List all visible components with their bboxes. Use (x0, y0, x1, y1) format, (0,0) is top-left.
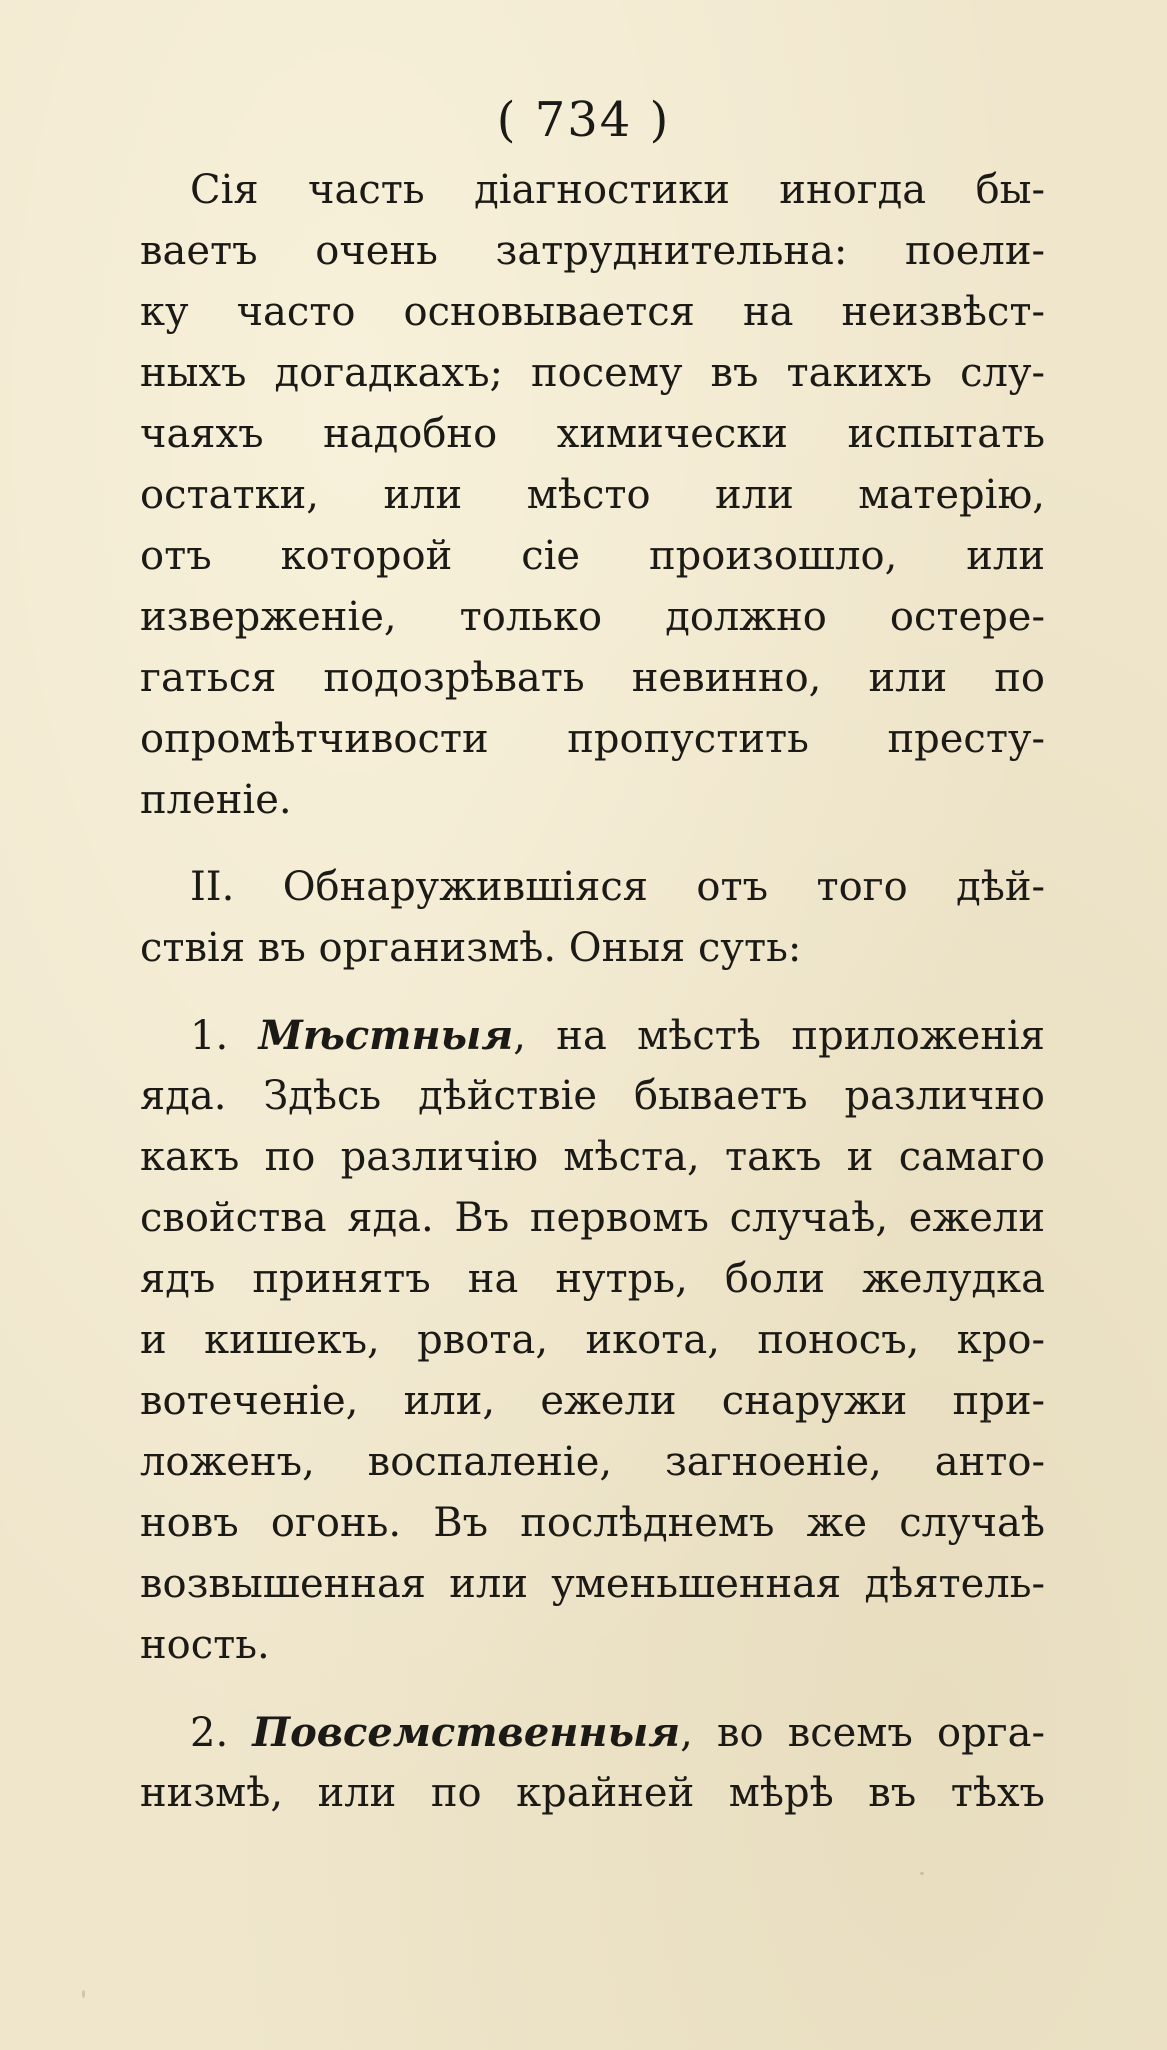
text-line: ность. (140, 1622, 270, 1668)
emphasis-term: Повсемственныя (252, 1709, 681, 1756)
list-number: 1. (190, 1013, 229, 1059)
section-heading-line: ствія въ организмѣ. Оныя суть: (140, 925, 802, 971)
text-fragment: , на мѣстѣ приложенія (513, 1013, 1045, 1059)
text-line: изверженіе, только должно остере- (140, 594, 1045, 640)
paper-speck (82, 1990, 85, 1998)
text-line: ку часто основывается на неизвѣст- (140, 289, 1045, 335)
text-line: возвышенная или уменьшенная дѣятель- (140, 1561, 1045, 1607)
text-line: отъ которой сіе произошло, или (140, 533, 1045, 579)
text-line: остатки, или мѣсто или матерію, (140, 472, 1045, 518)
list-number: 2. (190, 1710, 229, 1756)
text-line: чаяхъ надобно химически испытать (140, 411, 1045, 457)
text-line: новъ огонь. Въ послѣднемъ же случаѣ (140, 1500, 1045, 1546)
paper-speck (920, 1872, 924, 1875)
text-line (140, 1005, 1045, 1066)
text-line: какъ по различію мѣста, такъ и самаго (140, 1134, 1045, 1180)
paragraph-local-effects (140, 1005, 1045, 1676)
text-line: свойства яда. Въ первомъ случаѣ, ежели (140, 1195, 1045, 1241)
text-body (140, 160, 1045, 1824)
text-line: яда. Здѣсь дѣйствіе бываетъ различно (140, 1073, 1045, 1119)
text-line: ныхъ догадкахъ; посему въ такихъ слу- (140, 350, 1045, 396)
paragraph-general-effects (140, 1702, 1045, 1824)
text-line: пленіе. (140, 777, 292, 823)
paper-speck (985, 1418, 989, 1422)
text-line: ложенъ, воспаленіе, загноеніе, анто- (140, 1439, 1045, 1485)
text-line: Сія часть діагностики иногда бы- (190, 167, 1045, 213)
text-line: низмѣ, или по крайней мѣрѣ въ тѣхъ (140, 1770, 1045, 1816)
text-line: и кишекъ, рвота, икота, поносъ, кро- (140, 1317, 1045, 1363)
section-heading-line: II. Обнаружившіяся отъ того дѣй- (190, 864, 1045, 910)
emphasis-term: Мѣстныя (258, 1012, 514, 1059)
text-line: опромѣтчивости пропустить престу- (140, 716, 1045, 762)
paragraph-section-ii (140, 857, 1045, 979)
paragraph-diagnostics (140, 160, 1045, 831)
text-line: вотеченіе, или, ежели снаружи при- (140, 1378, 1045, 1424)
text-line: гаться подозрѣвать невинно, или по (140, 655, 1045, 701)
text-line: ядъ принятъ на нутрь, боли желудка (140, 1256, 1045, 1302)
page-number: ( 734 ) (496, 92, 671, 148)
text-line (140, 1702, 1045, 1763)
text-line: ваетъ очень затруднительна: поели- (140, 228, 1045, 274)
text-fragment: , во всемъ орга- (680, 1710, 1045, 1756)
